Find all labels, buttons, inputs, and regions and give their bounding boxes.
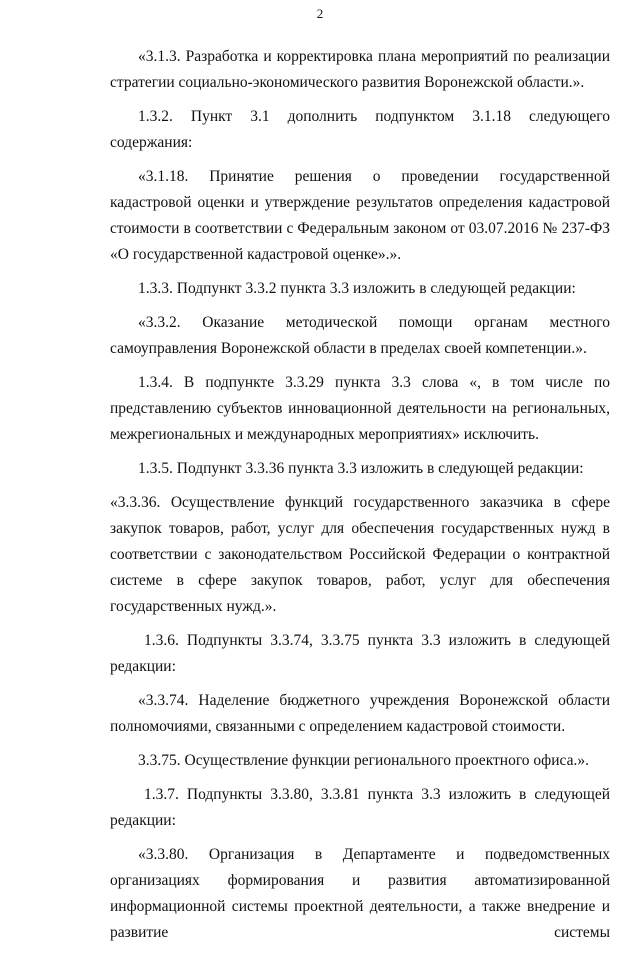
paragraph-3-3-36: «3.3.36. Осуществление функций государственного заказчика в сфере закупок товаров, работ, услуг для обеспечения государственных нужд в соответствии с законодательством Российской Федерации о контрактной системе в сфере закупок товаров, работ, услуг для обеспечения государственных нужд.». [110,494,610,615]
paragraph-1-3-7: 1.3.7. Подпункты 3.3.80, 3.3.81 пункта 3.3 изложить в следующей редакции: [110,786,610,829]
paragraph-3-3-2: «3.3.2. Оказание методической помощи органам местного самоуправления Воронежской области в пределах своей компетенции.». [110,314,610,357]
paragraph-3-1-18: «3.1.18. Принятие решения о проведении государственной кадастровой оценки и утверждение результатов определения кадастровой стоимости в соответствии с Федеральным законом от 03.07.2016 № 237-ФЗ «О государственной кадастровой оценке».». [110,168,610,263]
document-body [110,44,610,954]
paragraph-1-3-2: 1.3.2. Пункт 3.1 дополнить подпунктом 3.1.18 следующего содержания: [110,108,610,151]
paragraph-1-3-5: 1.3.5. Подпункт 3.3.36 пункта 3.3 изложить в следующей редакции: [138,460,584,477]
paragraph-3-3-74: «3.3.74. Наделение бюджетного учреждения Воронежской области полномочиями, связанными с определением кадастровой стоимости. [110,692,610,735]
paragraph-3-3-80: «3.3.80. Организация в Департаменте и подведомственных организациях формирования и развития автоматизированной информационной системы проектной деятельности, а также внедрение и развитие системы [110,846,610,941]
paragraph-3-1-3: «3.1.3. Разработка и корректировка плана мероприятий по реализации стратегии социально-экономического развития Воронежской области.». [110,48,610,91]
paragraph-1-3-6: 1.3.6. Подпункты 3.3.74, 3.3.75 пункта 3.3 изложить в следующей редакции: [110,632,610,675]
paragraph-1-3-3: 1.3.3. Подпункт 3.3.2 пункта 3.3 изложить в следующей редакции: [138,280,576,297]
paragraph-3-3-75: 3.3.75. Осуществление функции регионального проектного офиса.». [138,752,589,769]
paragraph-1-3-4: 1.3.4. В подпункте 3.3.29 пункта 3.3 слова «, в том числе по представлению субъектов инновационной деятельности на региональных, межрегиональных и международных мероприятиях» исключить. [110,374,610,443]
page-number: 2 [316,6,324,21]
